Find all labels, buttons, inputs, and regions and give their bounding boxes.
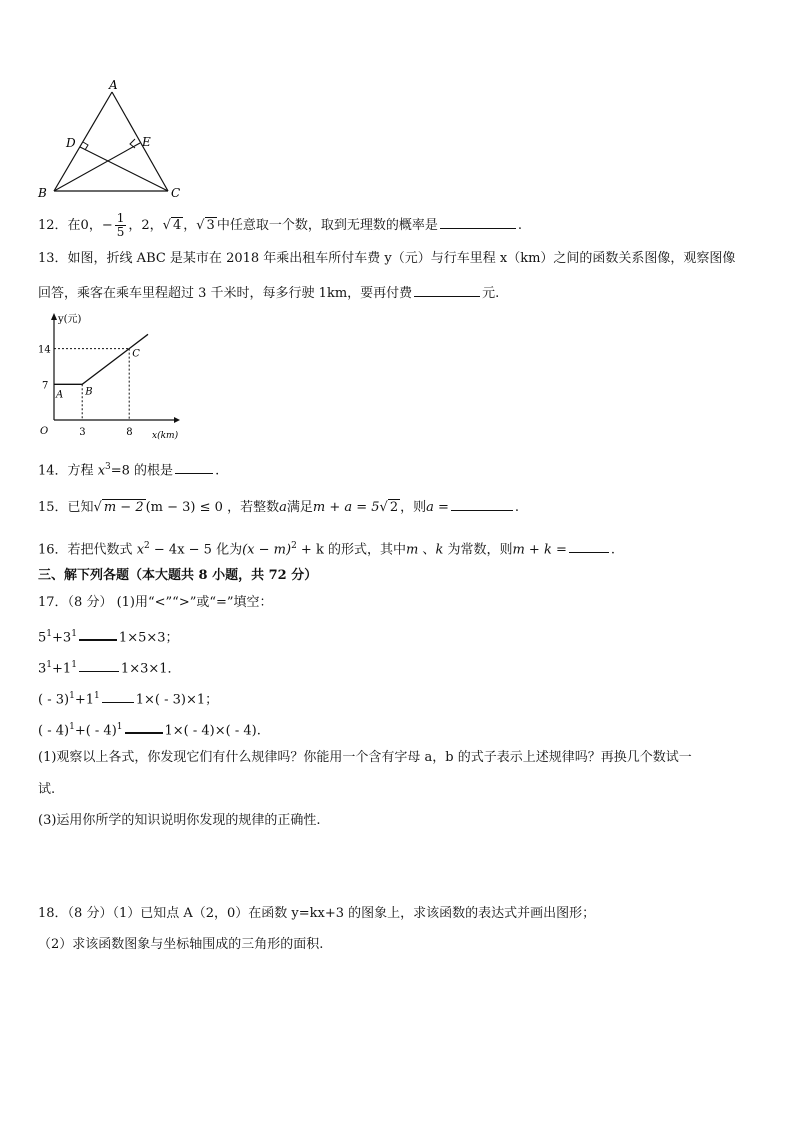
answer-blank-17-4[interactable] (125, 718, 163, 734)
sqrt-m-2: √ m − 2 (93, 500, 144, 515)
sqrt-3: √ 3 (196, 218, 215, 233)
sqrt-2: √ 2 (379, 500, 399, 515)
q17-row-2: $3^1+1^1$ 1×3×1． (38, 656, 181, 678)
label-c: C (171, 186, 181, 200)
answer-blank-17-3[interactable] (102, 688, 134, 703)
y-tick-7: 7 (42, 380, 49, 392)
label-e: E (142, 135, 151, 149)
answer-blank-13[interactable] (414, 282, 480, 297)
x-tick-3: 3 (79, 427, 86, 438)
answer-blank-14[interactable] (175, 459, 213, 474)
x-tick-8: 8 (126, 427, 133, 438)
question-18-line2: （2）求该函数图象与坐标轴围成的三角形的面积. (38, 937, 324, 952)
y-axis-label: y(元) (58, 314, 82, 325)
label-d: D (66, 136, 76, 150)
triangle-figure (34, 76, 194, 200)
side-ac (112, 92, 168, 191)
y-tick-14: 14 (38, 344, 51, 356)
question-13-line2: 回答，乘客在乘车里程超过 3 千米时，每多行驶 1km，要再付费 元. (38, 282, 499, 303)
label-b: B (38, 186, 47, 200)
q17-part-1: (1)观察以上各式，你发现它们有什么规律吗？你能用一个含有字母 a，b 的式子表示上述规律吗？再换几个数试一 (38, 750, 692, 765)
point-label-b: B (85, 386, 93, 398)
q17-row-3: ( - $3)^1+1^1$ 1×( - 3)×1； (38, 687, 218, 709)
answer-blank-15[interactable] (451, 496, 513, 511)
q17-part-1-cont: 试. (38, 782, 56, 797)
fare-graph (34, 308, 184, 444)
question-15: 15．已知√ m − 2 (m − 3) ≤ 0 ，若整数a满足m + a = 5√ 2 ，则a = . (38, 496, 519, 517)
question-18-line1: 18．（8 分）（1）已知点 A（2，0）在函数 y=kx+3 的图象上，求该函数的表达式并画出图形； (38, 906, 596, 921)
q17-row-4: ( - 4)$^1$+( - 4)$^1$ 1×( - 4)×( - 4). (38, 718, 261, 740)
x-axis-label: x(km) (152, 431, 179, 441)
answer-blank-17-2[interactable] (79, 657, 119, 672)
q17-row-1: $5^1+3^1$ 1×5×3； (38, 625, 179, 647)
question-17-head: 17．（8 分） (1)用“<”“>”或“=”填空： (38, 595, 273, 610)
label-a: A (109, 78, 118, 92)
answer-blank-12[interactable] (440, 214, 516, 229)
origin-label: O (40, 426, 49, 437)
answer-blank-16[interactable] (569, 538, 609, 553)
section-3-heading: 三、解下列各题（本大题共 8 小题，共 72 分） (38, 568, 318, 583)
side-ab (54, 92, 112, 191)
point-label-a: A (56, 389, 64, 401)
point-label-c: C (132, 348, 140, 360)
question-16: 16．若把代数式 $x^2 - 4x - 5$ 化为$(x - m)^2 + k$ 的形式，其中m 、k 为常数，则m + k = . (38, 537, 615, 559)
q17-part-3: (3)运用你所学的知识说明你发现的规律的正确性. (38, 813, 321, 828)
fraction-one-fifth: $\frac{1}{5}$ (116, 211, 125, 239)
y-axis-arrow (51, 313, 57, 320)
question-12: 12．在0，− $\frac{1}{5}$ ，2，√ 4 ，√ 3 中任意取一个数，取到无理数的概率是 . (38, 211, 522, 239)
sqrt-4: √ 4 (162, 218, 182, 233)
segment-be (54, 143, 140, 191)
question-13-line1: 13．如图，折线 ABC 是某市在 2018 年乘出租车所付车费 y（元）与行车里程 x（km）之间的函数关系图像，观察图像 (38, 251, 736, 266)
x-axis-arrow (174, 417, 180, 423)
answer-blank-17-1[interactable] (79, 625, 117, 641)
question-14: 14．方程 $x^3=8$ 的根是 . (38, 458, 219, 480)
